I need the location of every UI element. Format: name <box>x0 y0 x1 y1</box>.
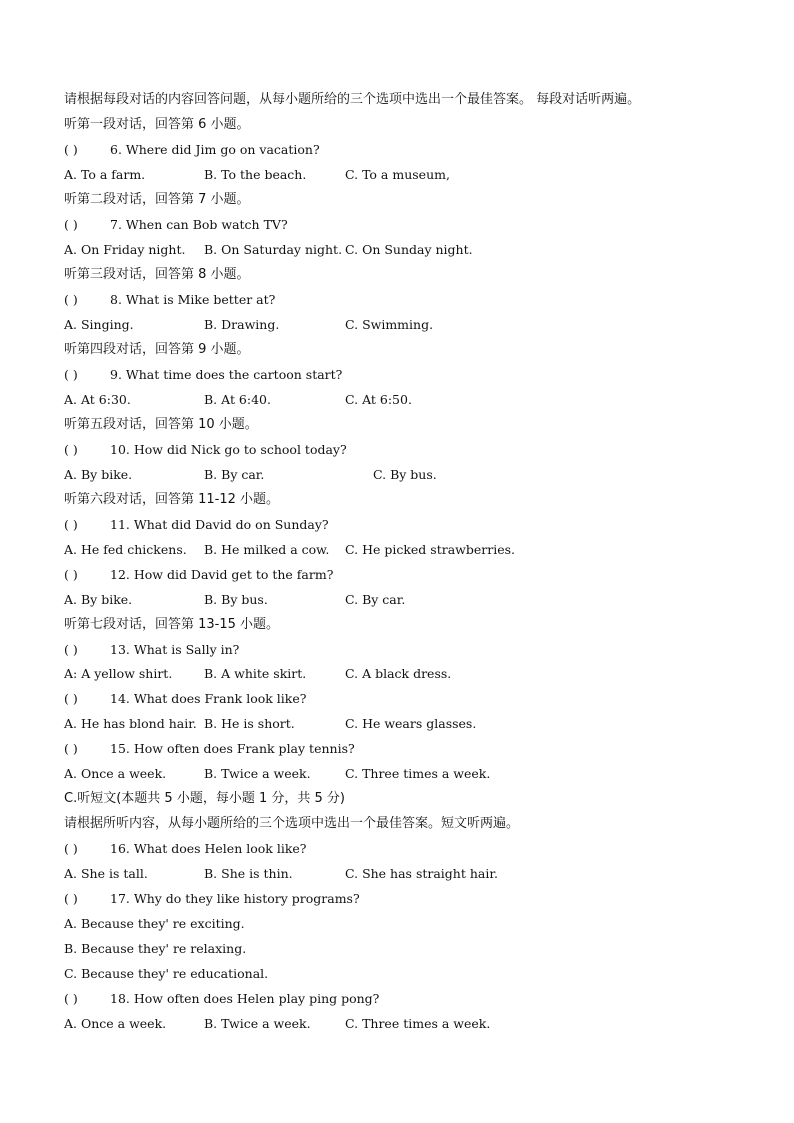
answer-bracket: ( ) <box>64 691 78 706</box>
option-c: C. A black dress. <box>345 666 452 681</box>
question-8 <box>64 292 275 308</box>
question-text: 6. Where did Jim go on vacation? <box>110 142 320 157</box>
answer-bracket: ( ) <box>64 891 78 906</box>
option-a: A. To a farm. <box>64 167 146 182</box>
section-header-4: 听第四段对话，回答第 9 小题。 <box>64 342 250 357</box>
question-text: 12. How did David get to the farm? <box>110 567 334 582</box>
option-b: B. Drawing. <box>204 317 280 332</box>
question-16 <box>64 841 307 857</box>
question-text: 15. How often does Frank play tennis? <box>110 741 355 756</box>
option-a: A. He fed chickens. <box>64 542 187 557</box>
option-a: A. By bike. <box>64 467 133 482</box>
option-a: A. Because they' re exciting. <box>64 916 245 931</box>
option-b: B. By bus. <box>204 592 268 607</box>
question-text: 9. What time does the cartoon start? <box>110 367 343 382</box>
answer-bracket: ( ) <box>64 991 78 1006</box>
section-header-2: 听第二段对话，回答第 7 小题。 <box>64 192 250 207</box>
option-b: B. By car. <box>204 467 265 482</box>
answer-bracket: ( ) <box>64 142 78 157</box>
part-c-instruction: 请根据所听内容，从每小题所给的三个选项中选出一个最佳答案。短文听两遍。 <box>64 816 520 831</box>
question-6 <box>64 142 320 158</box>
option-c: C. To a museum, <box>345 167 450 182</box>
option-c: C. He wears glasses. <box>345 716 477 731</box>
answer-bracket: ( ) <box>64 567 78 582</box>
option-a: A. On Friday night. <box>64 242 186 257</box>
option-c: C. He picked strawberries. <box>345 542 515 557</box>
option-b: B. Twice a week. <box>204 766 311 781</box>
option-b: B. He milked a cow. <box>204 542 330 557</box>
section-header-5: 听第五段对话，回答第 10 小题。 <box>64 417 258 432</box>
section-header-7: 听第七段对话，回答第 13-15 小题。 <box>64 617 280 632</box>
option-b: B. On Saturday night. <box>204 242 343 257</box>
option-a: A. By bike. <box>64 592 133 607</box>
option-a: A: A yellow shirt. <box>64 666 173 681</box>
option-a: A. He has blond hair. <box>64 716 197 731</box>
option-c: C. By car. <box>345 592 406 607</box>
question-17 <box>64 891 360 907</box>
option-c: C. Because they' re educational. <box>64 966 269 981</box>
answer-bracket: ( ) <box>64 841 78 856</box>
question-text: 13. What is Sally in? <box>110 642 240 657</box>
answer-bracket: ( ) <box>64 517 78 532</box>
answer-bracket: ( ) <box>64 367 78 382</box>
question-text: 17. Why do they like history programs? <box>110 891 360 906</box>
question-text: 11. What did David do on Sunday? <box>110 517 329 532</box>
option-b: B. Twice a week. <box>204 1016 311 1031</box>
question-14 <box>64 691 306 707</box>
answer-bracket: ( ) <box>64 217 78 232</box>
option-b: B. Because they' re relaxing. <box>64 941 247 956</box>
option-a: A. Once a week. <box>64 766 167 781</box>
option-b: B. At 6:40. <box>204 392 271 407</box>
part-c-title: C.听短文(本题共 5 小题，每小题 1 分，共 5 分) <box>64 791 345 806</box>
question-text: 10. How did Nick go to school today? <box>110 442 347 457</box>
option-b: B. A white skirt. <box>204 666 307 681</box>
option-b: B. She is thin. <box>204 866 293 881</box>
question-text: 8. What is Mike better at? <box>110 292 276 307</box>
answer-bracket: ( ) <box>64 642 78 657</box>
question-9 <box>64 367 342 383</box>
section-header-6: 听第六段对话，回答第 11-12 小题。 <box>64 492 280 507</box>
question-18 <box>64 991 379 1007</box>
question-text: 7. When can Bob watch TV? <box>110 217 288 232</box>
option-a: A. At 6:30. <box>64 392 131 407</box>
option-c: C. She has straight hair. <box>345 866 498 881</box>
answer-bracket: ( ) <box>64 292 78 307</box>
option-c: C. Three times a week. <box>345 766 491 781</box>
answer-bracket: ( ) <box>64 741 78 756</box>
option-a: A. She is tall. <box>64 866 148 881</box>
question-15 <box>64 741 355 757</box>
question-13 <box>64 642 239 658</box>
option-a: A. Once a week. <box>64 1016 167 1031</box>
question-10 <box>64 442 347 458</box>
section-header-1: 听第一段对话，回答第 6 小题。 <box>64 117 250 132</box>
option-a: A. Singing. <box>64 317 134 332</box>
question-11 <box>64 517 329 533</box>
question-text: 16. What does Helen look like? <box>110 841 307 856</box>
option-c: C. On Sunday night. <box>345 242 473 257</box>
option-c: C. At 6:50. <box>345 392 412 407</box>
option-b: B. To the beach. <box>204 167 307 182</box>
question-text: 14. What does Frank look like? <box>110 691 307 706</box>
question-text: 18. How often does Helen play ping pong? <box>110 991 380 1006</box>
option-c: C. By bus. <box>373 467 437 482</box>
option-b: B. He is short. <box>204 716 295 731</box>
answer-bracket: ( ) <box>64 442 78 457</box>
section-header-3: 听第三段对话，回答第 8 小题。 <box>64 267 250 282</box>
question-12 <box>64 567 333 583</box>
intro-instruction: 请根据每段对话的内容回答问题，从每小题所给的三个选项中选出一个最佳答案。 每段对话听两遍。 <box>64 92 641 107</box>
question-7 <box>64 217 288 233</box>
option-c: C. Swimming. <box>345 317 434 332</box>
option-c: C. Three times a week. <box>345 1016 491 1031</box>
